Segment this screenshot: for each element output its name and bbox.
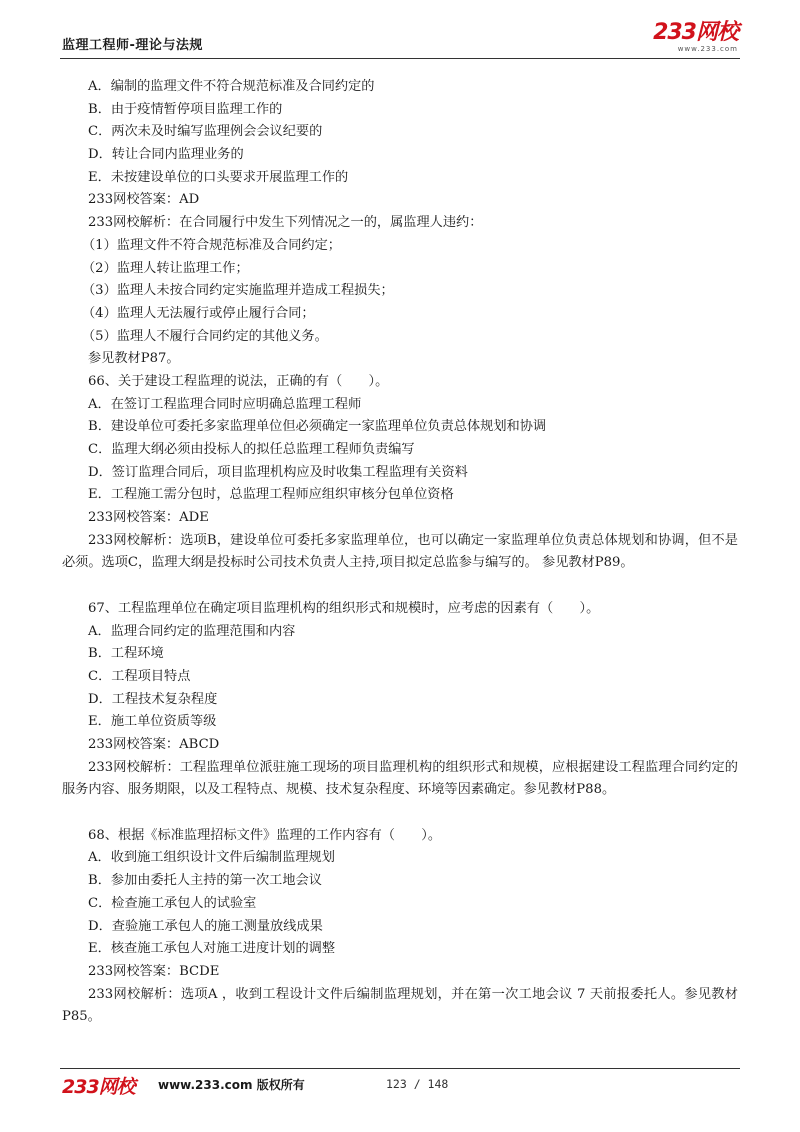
option-line: E．核查施工承包人对施工进度计划的调整	[88, 941, 335, 957]
answer-line: 233网校答案：AD	[88, 192, 200, 208]
logo-text: 233网校	[653, 20, 738, 45]
option-line: A．编制的监理文件不符合规范标准及合同约定的	[88, 79, 375, 94]
option-line: C．检查施工承包人的试验室	[88, 895, 257, 911]
page-content	[62, 76, 738, 1029]
analysis-item: （4）监理人无法履行或停止履行合同；	[82, 305, 315, 321]
footer-copyright: www.233.com 版权所有	[158, 1078, 305, 1092]
analysis-item: （1）监理文件不符合规范标准及合同约定；	[82, 237, 341, 253]
option-line: B．建设单位可委托多家监理单位但必须确定一家监理单位负责总体规划和协调	[88, 419, 547, 435]
option-line: A．在签订工程监理合同时应明确总监理工程师	[88, 396, 362, 412]
analysis-item: （3）监理人未按合同约定实施监理并造成工程损失；	[82, 283, 394, 299]
footer-logo[interactable]: 233网校	[62, 1076, 135, 1098]
option-line: B．由于疫情暂停项目监理工作的	[88, 101, 283, 117]
option-line: D．转让合同内监理业务的	[88, 147, 244, 163]
analysis-paragraph-67: 233网校解析：工程监理单位派驻施工现场的项目监理机构的组织形式和规模，应根据建设工程监理合同约定的服务内容、服务期限，以及工程特点、规模、技术复杂程度、环境等因素确定。参见教材P88。	[62, 759, 738, 798]
header-divider	[60, 58, 740, 59]
analysis-line: 233网校解析：在合同履行中发生下列情况之一的，属监理人违约：	[88, 215, 483, 231]
question-67: 67、工程监理单位在确定项目监理机构的组织形式和规模时，应考虑的因素有（ ）。	[88, 600, 600, 616]
answer-line: 233网校答案：ABCD	[88, 736, 220, 752]
answer-line: 233网校答案：ADE	[88, 510, 209, 526]
option-line: E．施工单位资质等级	[88, 714, 217, 730]
option-line: B．参加由委托人主持的第一次工地会议	[88, 873, 322, 889]
analysis-item: （5）监理人不履行合同约定的其他义务。	[82, 328, 328, 344]
question-66: 66、关于建设工程监理的说法，正确的有（ ）。	[88, 373, 389, 389]
option-line: D．签订监理合同后，项目监理机构应及时收集工程监理有关资料	[88, 464, 468, 480]
option-line: C．工程项目特点	[88, 668, 191, 684]
option-line: E．工程施工需分包时，总监理工程师应组织审核分包单位资格	[88, 487, 454, 503]
analysis-paragraph-68: 233网校解析：选项A ，收到工程设计文件后编制监理规划，并在第一次工地会议 7 天前报委托人。参见教材P85。	[62, 986, 738, 1025]
option-line: A．监理合同约定的监理范围和内容	[88, 623, 296, 639]
option-line: C．监理大纲必须由投标人的拟任总监理工程师负责编写	[88, 442, 415, 457]
logo-url: www.233.com	[677, 45, 738, 53]
page-number: 123 / 148	[386, 1077, 449, 1091]
option-line: D．查验施工承包人的施工测量放线成果	[88, 918, 323, 934]
option-line: D．工程技术复杂程度	[88, 691, 218, 707]
option-line: E．未按建设单位的口头要求开展监理工作的	[88, 169, 349, 185]
brand-logo[interactable]	[653, 22, 738, 53]
option-line: A．收到施工组织设计文件后编制监理规划	[88, 850, 335, 866]
reference-line: 参见教材P87。	[88, 351, 180, 367]
option-line: B．工程环境	[88, 646, 164, 662]
footer-divider	[60, 1068, 740, 1069]
option-line: C．两次未及时编写监理例会会议纪要的	[88, 124, 323, 140]
answer-line: 233网校答案：BCDE	[88, 963, 220, 979]
analysis-item: （2）监理人转让监理工作；	[82, 260, 249, 276]
analysis-paragraph-66: 233网校解析：选项B，建设单位可委托多家监理单位，也可以确定一家监理单位负责总体规划和协调，但不是必须。选项C，监理大纲是投标时公司技术负责人主持,项目拟定总监参与编写的。 参见教材P89。	[62, 532, 738, 571]
question-68: 68、根据《标准监理招标文件》监理的工作内容有（ ）。	[88, 827, 442, 843]
document-title: 监理工程师-理论与法规	[62, 38, 203, 53]
